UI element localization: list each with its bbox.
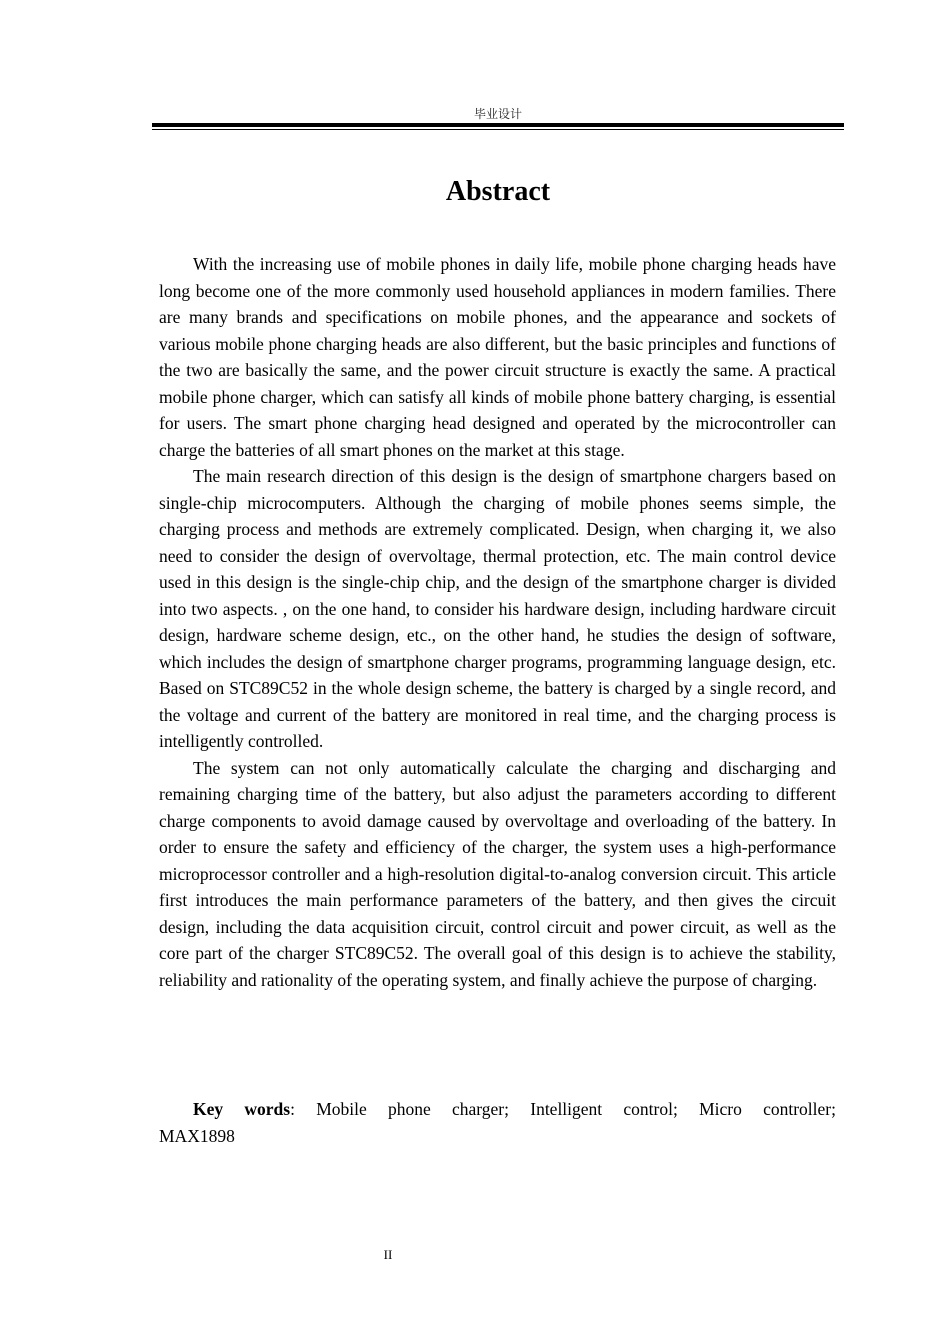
keywords-line: [159, 1096, 836, 1149]
abstract-paragraph-1: With the increasing use of mobile phones in daily life, mobile phone charging heads have long become one of the more commonly used household appliances in modern families. There are many brands and specifications on mobile phones, and the appearance and sockets of various mobile phone charging heads are also different, but the basic principles and functions of the two are basically the same, and the power circuit structure is exactly the same. A practical mobile phone charger, which can satisfy all kinds of mobile phone battery charging, is essential for users. The smart phone charging head designed and operated by the microcontroller can charge the batteries of all smart phones on the market at this stage.: [159, 254, 836, 460]
keywords-text: Mobile phone charger; Intelligent control; Micro controller; MAX1898: [159, 1099, 836, 1146]
abstract-paragraph-3: The system can not only automatically calculate the charging and discharging and remaining charging time of the battery, but also adjust the parameters according to different charge components to avoid damage caused by overvoltage and overloading of the battery. In order to ensure the safety and efficiency of the charger, the system uses a high-performance microprocessor controller and a high-resolution digital-to-analog conversion circuit. This article first introduces the main performance parameters of the battery, and then gives the circuit design, including the data acquisition circuit, control circuit and power circuit, as well as the core part of the charger STC89C52. The overall goal of this design is to achieve the stability, reliability and rationality of the operating system, and finally achieve the purpose of charging.: [159, 757, 836, 990]
keywords-label: Key words: [193, 1099, 291, 1119]
header-rule-thick: [152, 123, 844, 127]
keywords-section: [159, 1096, 836, 1149]
abstract-paragraph-2: The main research direction of this design is the design of smartphone chargers based on single-chip microcomputers. Although the charging of mobile phones seems simple, the charging process and methods are extremely complicated. Design, when charging it, we also need to consider the design of overvoltage, thermal protection, etc. The main control device used in this design is the single-chip chip, and the design of the smartphone charger is divided into two aspects. , on the one hand, to consider his hardware design, including hardware circuit design, hardware scheme design, etc., on the other hand, he studies the design of software, which includes the design of smartphone charger programs, programming language design, etc. Based on STC89C52 in the whole design scheme, the battery is charged by a single record, and the voltage and current of the battery are monitored in real time, and the charging process is intelligently controlled.: [159, 466, 836, 751]
running-header: 毕业设计: [473, 107, 522, 121]
page-number: II: [383, 1247, 393, 1262]
header-rule-thin: [152, 129, 844, 130]
abstract-body: [159, 251, 836, 993]
keywords-separator: :: [290, 1099, 317, 1119]
page-title: Abstract: [445, 176, 551, 207]
